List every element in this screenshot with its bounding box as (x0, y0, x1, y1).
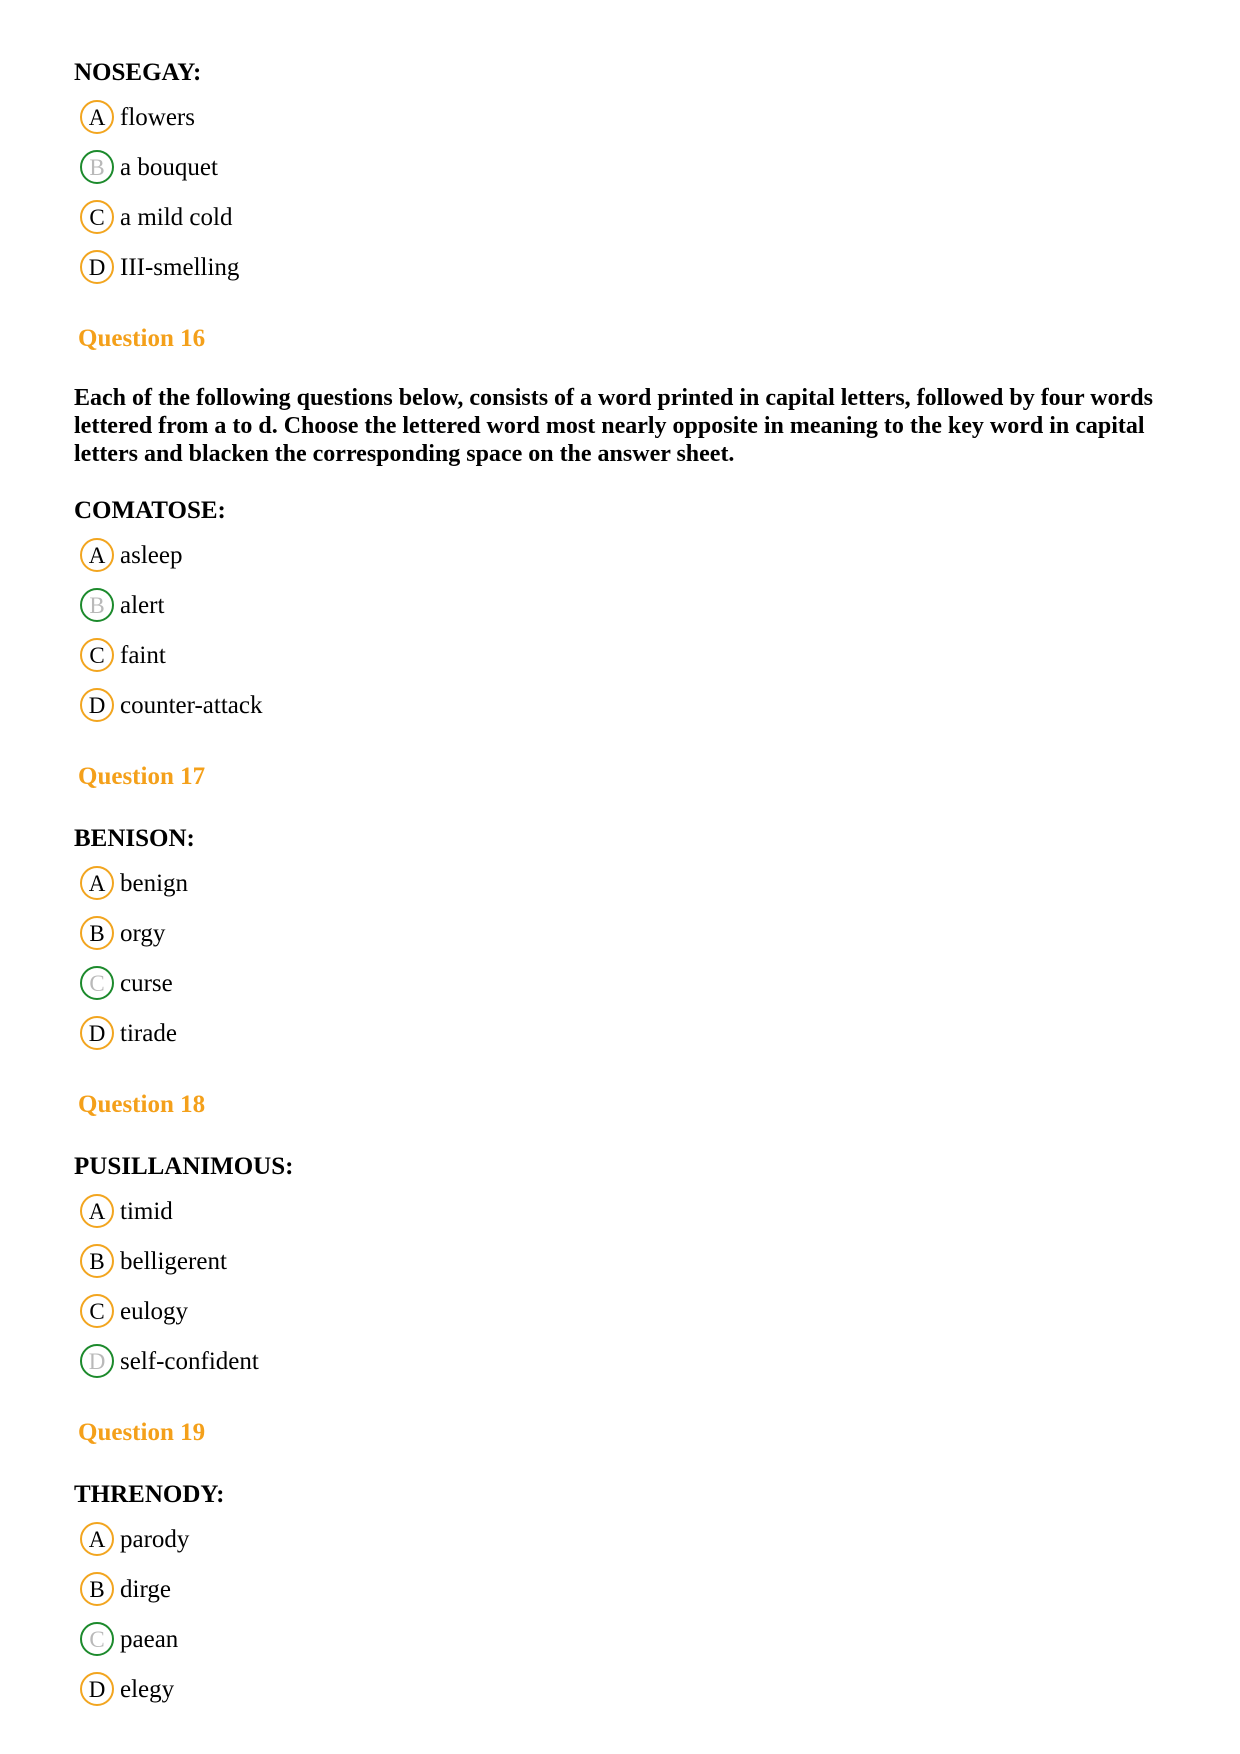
option-text: paean (120, 1625, 179, 1653)
answer-option-d[interactable] (80, 1008, 1174, 1058)
option-text: belligerent (120, 1247, 227, 1275)
question-block-17 (74, 760, 1174, 1058)
answer-option-b[interactable] (80, 1236, 1174, 1286)
answer-options (74, 1514, 1174, 1714)
option-text: curse (120, 969, 173, 997)
option-bubble[interactable]: D (80, 688, 114, 722)
answer-option-b[interactable] (80, 1564, 1174, 1614)
option-text: counter-attack (120, 691, 263, 719)
option-text: dirge (120, 1575, 171, 1603)
answer-options (74, 530, 1174, 730)
option-bubble[interactable]: C (80, 1294, 114, 1328)
option-text: III-smelling (120, 253, 240, 281)
option-text: elegy (120, 1675, 175, 1703)
key-word: COMATOSE: (74, 497, 226, 524)
option-text: timid (120, 1197, 173, 1225)
answer-option-b[interactable] (80, 908, 1174, 958)
option-bubble[interactable]: C (80, 200, 114, 234)
option-bubble[interactable]: B (80, 1244, 114, 1278)
option-bubble[interactable]: A (80, 538, 114, 572)
question-block-16 (74, 322, 1174, 730)
answer-option-a[interactable] (80, 858, 1174, 908)
answer-option-a[interactable] (80, 92, 1174, 142)
document-page (74, 56, 1174, 1714)
option-text: alert (120, 591, 165, 619)
answer-options (74, 92, 1174, 292)
option-bubble[interactable]: C (80, 1622, 114, 1656)
answer-option-a[interactable] (80, 1186, 1174, 1236)
option-bubble[interactable]: B (80, 916, 114, 950)
option-text: tirade (120, 1019, 177, 1047)
key-word: PUSILLANIMOUS: (74, 1153, 294, 1180)
answer-options (74, 858, 1174, 1058)
option-text: orgy (120, 919, 166, 947)
option-bubble[interactable]: B (80, 150, 114, 184)
option-bubble[interactable]: A (80, 1522, 114, 1556)
key-word: NOSEGAY: (74, 59, 202, 86)
option-bubble[interactable]: D (80, 250, 114, 284)
option-text: a bouquet (120, 153, 218, 181)
answer-option-d[interactable] (80, 680, 1174, 730)
option-text: benign (120, 869, 189, 897)
option-text: eulogy (120, 1297, 189, 1325)
question-block-19 (74, 1416, 1174, 1714)
question-title: Question 19 (78, 1419, 206, 1446)
option-bubble[interactable]: A (80, 866, 114, 900)
answer-option-c[interactable] (80, 192, 1174, 242)
option-text: self-confident (120, 1347, 259, 1375)
answer-option-a[interactable] (80, 530, 1174, 580)
option-bubble[interactable]: A (80, 1194, 114, 1228)
option-text: a mild cold (120, 203, 233, 231)
option-bubble[interactable]: B (80, 588, 114, 622)
answer-options (74, 1186, 1174, 1386)
option-bubble[interactable]: C (80, 966, 114, 1000)
option-text: faint (120, 641, 166, 669)
option-bubble[interactable]: D (80, 1016, 114, 1050)
answer-option-d[interactable] (80, 242, 1174, 292)
answer-option-c[interactable] (80, 958, 1174, 1008)
option-text: parody (120, 1525, 190, 1553)
option-bubble[interactable]: D (80, 1344, 114, 1378)
question-block-18 (74, 1088, 1174, 1386)
question-title: Question 18 (78, 1091, 206, 1118)
key-word: THRENODY: (74, 1481, 225, 1508)
question-block-15 (74, 56, 1174, 292)
answer-option-a[interactable] (80, 1514, 1174, 1564)
option-text: asleep (120, 541, 183, 569)
answer-option-c[interactable] (80, 1614, 1174, 1664)
option-text: flowers (120, 103, 195, 131)
answer-option-d[interactable] (80, 1664, 1174, 1714)
key-word: BENISON: (74, 825, 195, 852)
option-bubble[interactable]: D (80, 1672, 114, 1706)
question-instruction: Each of the following questions below, consists of a word printed in capital letters, followed by four words lettered from a to d. Choose the lettered word most nearly opposite in meaning to the key word in capital letters and blacken the corresponding space on the answer sheet. (74, 385, 1153, 467)
question-title: Question 16 (78, 325, 206, 352)
answer-option-c[interactable] (80, 1286, 1174, 1336)
question-title: Question 17 (78, 763, 206, 790)
option-bubble[interactable]: B (80, 1572, 114, 1606)
option-bubble[interactable]: C (80, 638, 114, 672)
answer-option-c[interactable] (80, 630, 1174, 680)
answer-option-b[interactable] (80, 580, 1174, 630)
answer-option-d[interactable] (80, 1336, 1174, 1386)
option-bubble[interactable]: A (80, 100, 114, 134)
answer-option-b[interactable] (80, 142, 1174, 192)
